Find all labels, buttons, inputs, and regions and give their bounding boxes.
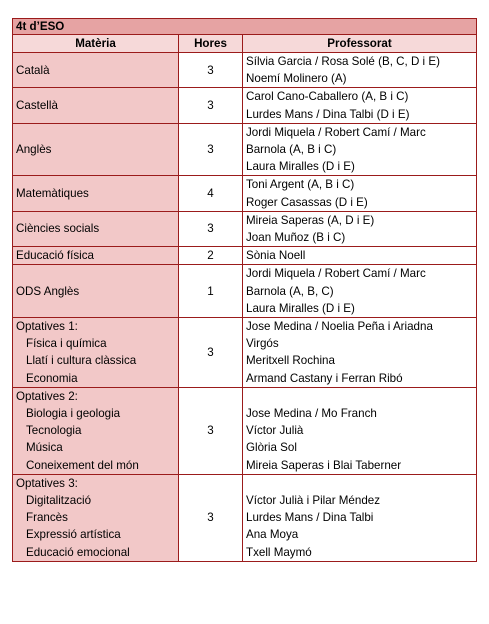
teacher-line xyxy=(246,475,473,492)
teacher-line: Laura Miralles (D i E) xyxy=(246,160,355,174)
elective-item: Educació emocional xyxy=(26,545,130,559)
subject-cell xyxy=(13,387,179,474)
teacher-line: Jose Medina / Noelia Peña i Ariadna xyxy=(246,320,433,334)
table-row xyxy=(13,474,477,561)
teacher-line xyxy=(246,388,473,405)
teacher-line: Carol Cano-Caballero (A, B i C) xyxy=(246,90,409,104)
hours-cell: 3 xyxy=(179,387,243,474)
hours-cell: 3 xyxy=(179,123,243,176)
subject-cell xyxy=(13,247,179,265)
hours-cell: 3 xyxy=(179,211,243,246)
teacher-line: Glòria Sol xyxy=(246,441,297,455)
hours-cell: 2 xyxy=(179,247,243,265)
table-row xyxy=(13,211,477,246)
subject-name: Educació física xyxy=(16,249,94,263)
teacher-line: Víctor Julià xyxy=(246,424,304,438)
subject-cell xyxy=(13,265,179,318)
table-row xyxy=(13,88,477,123)
schedule-table xyxy=(12,18,477,562)
teacher-line: Roger Casassas (D i E) xyxy=(246,195,368,209)
elective-item: Biologia i geologia xyxy=(26,407,121,421)
teacher-line: Lurdes Mans / Dina Talbi (D i E) xyxy=(246,107,410,121)
elective-item: Expressió artística xyxy=(26,528,121,542)
teacher-line: Txell Maymó xyxy=(246,545,312,559)
elective-item: Economia xyxy=(26,371,78,385)
teacher-line: Joan Muñoz (B i C) xyxy=(246,231,346,245)
subject-cell xyxy=(13,88,179,123)
elective-item: Coneixement del món xyxy=(26,458,139,472)
teachers-cell xyxy=(243,387,477,474)
teacher-line: Sílvia Garcia / Rosa Solé (B, C, D i E) xyxy=(246,55,440,68)
hours-cell: 3 xyxy=(179,318,243,388)
subject-cell xyxy=(13,123,179,176)
teacher-line: Virgós xyxy=(246,337,279,351)
teacher-line: Jordi Miquela / Robert Camí / Marc xyxy=(246,267,426,281)
teacher-line: Barnola (A, B, C) xyxy=(246,284,334,298)
subject-cell xyxy=(13,474,179,561)
teachers-cell xyxy=(243,176,477,211)
subject-name: Matemàtiques xyxy=(16,187,89,201)
hours-cell: 3 xyxy=(179,474,243,561)
table-row xyxy=(13,176,477,211)
header-teachers: Professorat xyxy=(243,35,477,53)
subject-name: Castellà xyxy=(16,99,58,112)
teachers-cell xyxy=(243,318,477,388)
table-row xyxy=(13,53,477,88)
hours-cell: 3 xyxy=(179,53,243,88)
teacher-line: Lurdes Mans / Dina Talbi xyxy=(246,511,374,525)
teacher-line: Noemí Molinero (A) xyxy=(246,72,347,86)
subject-name: Optatives 3: xyxy=(16,476,78,490)
teacher-line: Armand Castany i Ferran Ribó xyxy=(246,371,403,385)
elective-item: Francès xyxy=(26,511,68,525)
subject-name: Optatives 2: xyxy=(16,389,78,403)
teachers-cell xyxy=(243,123,477,176)
teacher-line: Toni Argent (A, B i C) xyxy=(246,178,355,192)
hours-cell: 4 xyxy=(179,176,243,211)
teacher-line: Mireia Saperas i Blai Taberner xyxy=(246,458,402,472)
teacher-line: Ana Moya xyxy=(246,528,299,542)
table-row xyxy=(13,123,477,176)
elective-item: Tecnologia xyxy=(26,424,82,438)
teachers-cell xyxy=(243,265,477,318)
teacher-line: Jordi Miquela / Robert Camí / Marc xyxy=(246,125,426,139)
subject-name: Català xyxy=(16,63,50,77)
teacher-line: Meritxell Rochina xyxy=(246,354,335,368)
subject-name: Optatives 1: xyxy=(16,320,78,334)
table-row xyxy=(13,387,477,474)
teachers-cell xyxy=(243,247,477,265)
hours-cell: 3 xyxy=(179,88,243,123)
subject-cell xyxy=(13,53,179,88)
elective-item: Física i química xyxy=(26,337,107,351)
elective-item: Música xyxy=(26,441,63,455)
teacher-line: Víctor Julià i Pilar Méndez xyxy=(246,494,381,508)
subject-cell xyxy=(13,176,179,211)
table-row xyxy=(13,247,477,265)
teacher-line: Sònia Noell xyxy=(246,249,306,263)
teachers-cell xyxy=(243,88,477,123)
subject-name: ODS Anglès xyxy=(16,284,80,298)
teacher-line: Barnola (A, B i C) xyxy=(246,143,337,157)
teachers-cell xyxy=(243,474,477,561)
teacher-line: Mireia Saperas (A, D i E) xyxy=(246,213,375,227)
subject-name: Ciències socials xyxy=(16,222,100,236)
header-hours: Hores xyxy=(179,35,243,53)
subject-cell xyxy=(13,318,179,388)
teachers-cell xyxy=(243,53,477,88)
elective-item: Llatí i cultura clàssica xyxy=(26,354,137,368)
teacher-line: Jose Medina / Mo Franch xyxy=(246,407,377,421)
table-row xyxy=(13,318,477,388)
teacher-line: Laura Miralles (D i E) xyxy=(246,301,355,315)
elective-item: Digitalització xyxy=(26,494,92,508)
table-title: 4t d’ESO xyxy=(13,19,477,35)
header-subject: Matèria xyxy=(13,35,179,53)
hours-cell: 1 xyxy=(179,265,243,318)
teachers-cell xyxy=(243,211,477,246)
table-row xyxy=(13,265,477,318)
subject-name: Anglès xyxy=(16,143,52,157)
subject-cell xyxy=(13,211,179,246)
